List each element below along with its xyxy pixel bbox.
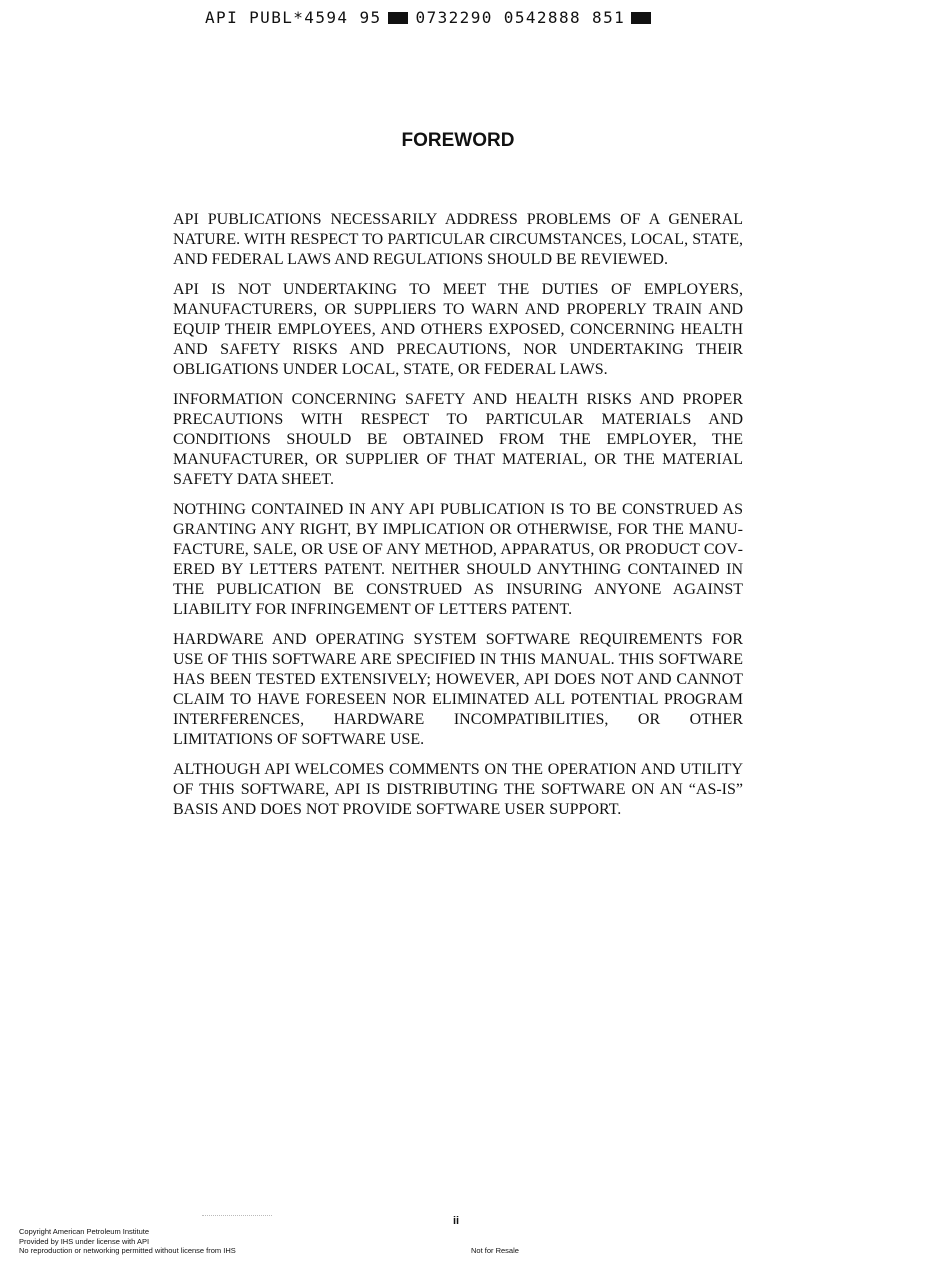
reproduction-line: No reproduction or networking permitted without license from IHS [19, 1246, 236, 1255]
paragraph: HARDWARE AND OPERATING SYSTEM SOFTWARE REQUIREMENTS FOR USE OF THIS SOFTWARE ARE SPECIFIED IN THIS MANUAL. THIS SOFTWARE HAS BEEN TESTED EXTENSIVELY; HOWEVER, API DOES NOT AND CANNOT CLAIM TO HAVE FORESEEN NOR ELIMINATED ALL POTENTIAL PROGRAM INTERFERENCES, HARDWARE INCOMPATIBILITIES, OR OTHER LIMITATIONS OF SOFTWARE USE. [173, 631, 743, 748]
document-code-part2: 0732290 0542888 851 [415, 8, 626, 27]
barcode-block-mark [388, 12, 408, 24]
paragraph: API PUBLICATIONS NECESSARILY ADDRESS PROBLEMS OF A GENERAL NATURE. WITH RESPECT TO PARTICULAR CIRCUMSTANCES, LOCAL, STATE, AND FEDERAL LAWS AND REGULATIONS SHOULD BE REVIEWED. [173, 211, 743, 268]
license-line: Provided by IHS under license with API [19, 1236, 150, 1246]
not-for-resale-notice: Not for Resale [471, 1246, 519, 1255]
paragraph: API IS NOT UNDERTAKING TO MEET THE DUTIES OF EMPLOYERS, MANUFACTURERS, OR SUPPLIERS TO WARN AND PROPERLY TRAIN AND EQUIP THEIR EMPLOYEES, AND OTHERS EXPOSED, CONCERNING HEALTH AND SAFETY RISKS AND PRECAUTIONS, NOR UNDERTAKING THEIR OBLIGATIONS UNDER LOCAL, STATE, OR FEDERAL LAWS. [173, 281, 743, 378]
paragraph: NOTHING CONTAINED IN ANY API PUBLICATION IS TO BE CONSTRUED AS GRANTING ANY RIGHT, BY IMPLICATION OR OTHERWISE, FOR THE MANUFACTURE, SALE, OR USE OF ANY METHOD, APPARATUS, OR PRODUCT COVERED BY LETTERS PATENT. NEITHER SHOULD ANYTHING CONTAINED IN THE PUBLICATION BE CONSTRUED AS INSURING ANYONE AGAINST LIABILITY FOR INFRINGEMENT OF LETTERS PATENT. [173, 501, 743, 618]
scan-artifact [202, 1215, 272, 1218]
paragraph: ALTHOUGH API WELCOMES COMMENTS ON THE OPERATION AND UTILITY OF THIS SOFTWARE, API IS DISTRIBUTING THE SOFTWARE ON AN “AS-IS” BASIS AND DOES NOT PROVIDE SOFTWARE USER SUPPORT. [173, 761, 743, 818]
document-code-part1: API PUBL*4594 95 [205, 8, 382, 27]
document-code-header [205, 8, 659, 27]
copyright-line: Copyright American Petroleum Institute [19, 1227, 150, 1236]
barcode-block-mark [631, 12, 651, 24]
page-title: FOREWORD [401, 130, 515, 151]
page-number: ii [453, 1215, 460, 1227]
paragraph: INFORMATION CONCERNING SAFETY AND HEALTH RISKS AND PROPER PRECAUTIONS WITH RESPECT TO PARTICULAR MATERIALS AND CONDITIONS SHOULD BE OBTAINED FROM THE EMPLOYER, THE MANUFACTURER, OR SUPPLIER OF THAT MATERIAL, OR THE MATERIAL SAFETY DATA SHEET. [173, 391, 743, 488]
copyright-notice [19, 1227, 236, 1256]
foreword-body [173, 210, 743, 830]
